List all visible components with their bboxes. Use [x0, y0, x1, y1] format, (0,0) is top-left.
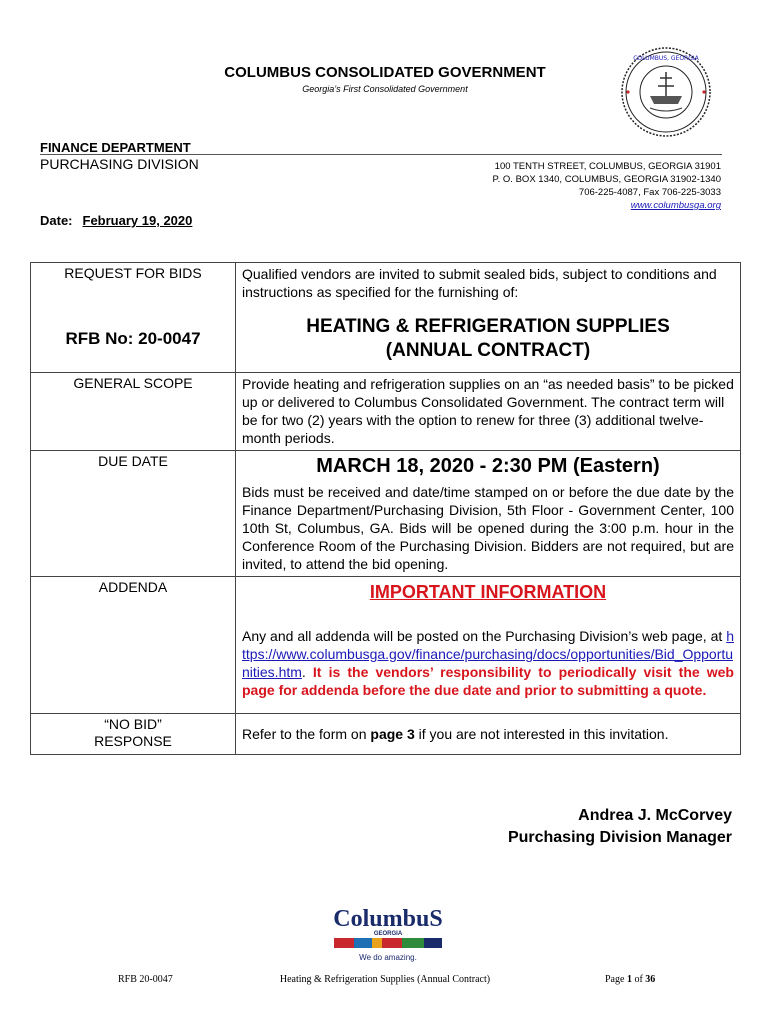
addenda-url-link[interactable]: https://www.columbusga.gov/finance/purchasing/docs/opportunities/Bid_Opportunities.htm — [242, 628, 734, 680]
footer-page-number: 1 — [626, 974, 632, 985]
purchasing-division-heading: PURCHASING DIVISION — [40, 156, 199, 172]
footer-rfb-number: RFB 20-0047 — [118, 974, 173, 985]
logo-block-green — [402, 938, 424, 948]
columbus-logo — [328, 900, 448, 964]
no-bid-label-line1: “NO BID” — [104, 716, 162, 732]
date-label: Date: — [40, 213, 73, 228]
document-date — [40, 213, 192, 228]
addenda-warning: It is the vendors’ responsibility to periodically visit the web page for addenda before the due date and prior to submitting a quote. — [242, 664, 734, 698]
logo-block-red — [334, 938, 354, 948]
no-bid-label — [31, 714, 236, 755]
government-subtitle: Georgia’s First Consolidated Government — [302, 84, 468, 94]
addenda-body — [236, 577, 741, 714]
website-link[interactable]: www.columbusga.org — [630, 200, 721, 211]
address-po-box: P. O. BOX 1340, COLUMBUS, GEORGIA 31902-1340 — [492, 174, 721, 185]
footer-page-label: Page — [605, 974, 625, 985]
due-date-text: Bids must be received and date/time stamped on or before the due date by the Finance Department/Purchasing Division, 5th Floor - Government Center, 100 10th St, Columbus, GA. Bids will be opened during the 3:00 p.m. hour in the Conference Room of the Purchasing Division. Bidders are not required, but are invited, to attend the bid opening. — [242, 484, 734, 572]
no-bid-label-line2: RESPONSE — [94, 733, 172, 749]
logo-block-navy — [424, 938, 442, 948]
due-date-label: DUE DATE — [31, 451, 236, 577]
date-value: February 19, 2020 — [82, 213, 193, 228]
signer-name: Andrea J. McCorvey — [578, 807, 732, 824]
addenda-text: Any and all addenda will be posted on the Purchasing Division’s web page, at — [242, 628, 723, 644]
address-street: 100 TENTH STREET, COLUMBUS, GEORGIA 31901 — [494, 161, 721, 172]
no-bid-text-post: if you are not interested in this invitation. — [418, 725, 669, 742]
table-row-addenda — [31, 577, 741, 714]
addenda-period: . — [301, 664, 306, 680]
table-row-due-date — [31, 451, 741, 577]
due-date-value: MARCH 18, 2020 - 2:30 PM (Eastern) — [316, 455, 660, 477]
seal-text: COLUMBUS, GEORGIA — [633, 55, 699, 62]
table-row-no-bid — [31, 714, 741, 755]
city-seal-icon — [620, 46, 712, 138]
logo-word: ColumbuS — [333, 906, 443, 932]
addenda-label: ADDENDA — [31, 577, 236, 714]
address-phone-fax: 706-225-4087, Fax 706-225-3033 — [578, 187, 721, 198]
logo-block-blue — [354, 938, 372, 948]
footer-page — [605, 974, 655, 985]
table-row-scope — [31, 373, 741, 451]
rfb-number: RFB No: 20-0047 — [65, 329, 201, 348]
logo-block-orange — [372, 938, 382, 948]
bid-title-line2: (ANNUAL CONTRACT) — [385, 340, 591, 361]
request-body — [236, 263, 741, 373]
no-bid-page-ref: page 3 — [370, 725, 415, 742]
due-date-body — [236, 451, 741, 577]
logo-tagline: We do amazing. — [359, 953, 417, 962]
request-text: Qualified vendors are invited to submit sealed bids, subject to conditions and instructions as specified for the furnishing of: — [242, 266, 717, 300]
finance-department-heading: FINANCE DEPARTMENT — [40, 140, 191, 155]
request-cell — [31, 263, 236, 373]
important-information-heading: IMPORTANT INFORMATION — [369, 582, 607, 602]
table-row-request — [31, 263, 741, 373]
request-for-bids-label: REQUEST FOR BIDS — [64, 265, 202, 281]
footer-of-label: of — [634, 974, 643, 985]
logo-block-red-2 — [382, 938, 402, 948]
general-scope-label: GENERAL SCOPE — [31, 373, 236, 451]
footer-title: Heating & Refrigeration Supplies (Annual Contract) — [279, 974, 491, 985]
general-scope-text: Provide heating and refrigeration supplies on an “as needed basis” to be picked up or delivered to Columbus Consolidated Government. The contract term will be for two (2) years with the option to renew for three (3) additional twelve-month periods. — [236, 373, 741, 451]
no-bid-text — [236, 714, 741, 755]
logo-state: GEORGIA — [373, 931, 403, 937]
bid-title — [242, 315, 734, 363]
footer-page-total: 36 — [645, 974, 656, 985]
government-title: COLUMBUS CONSOLIDATED GOVERNMENT — [224, 64, 546, 81]
bid-info-table — [30, 262, 741, 755]
no-bid-text-pre: Refer to the form on — [242, 725, 367, 742]
header-rule — [40, 154, 722, 155]
bid-title-line1: HEATING & REFRIGERATION SUPPLIES — [306, 316, 670, 337]
signer-title: Purchasing Division Manager — [507, 829, 732, 846]
